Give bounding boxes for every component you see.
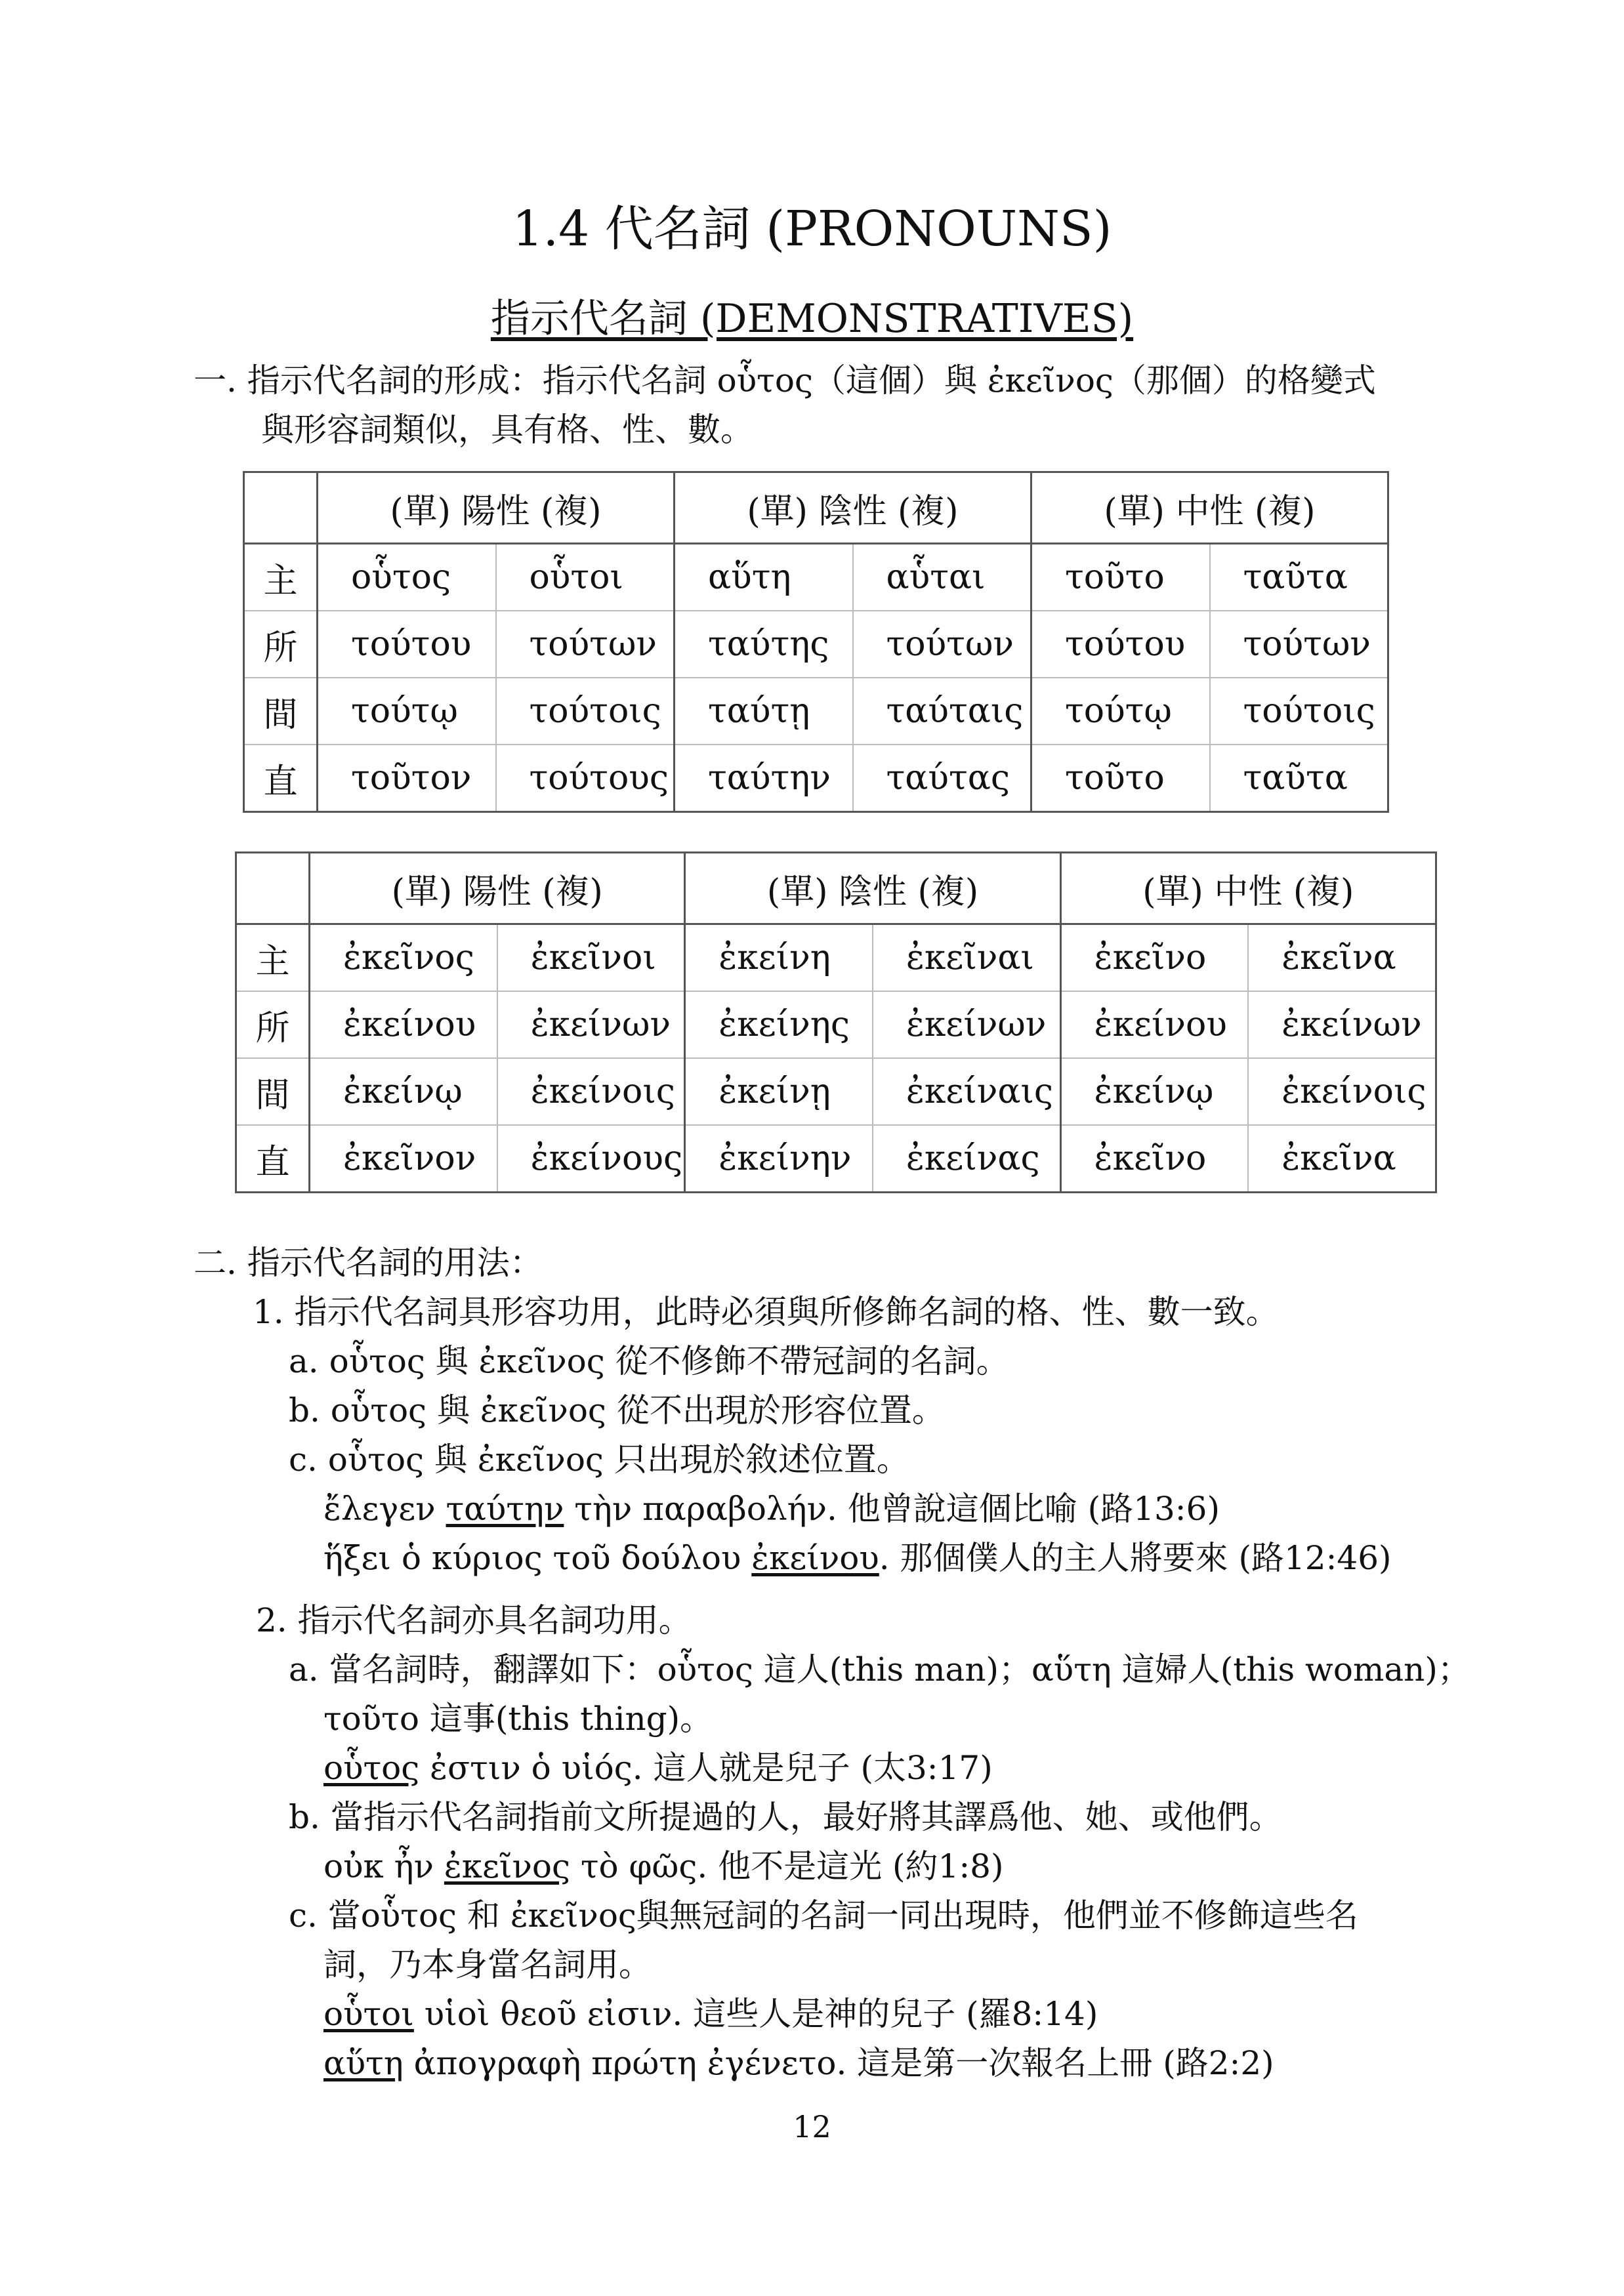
table-cell: ἐκείνων [497,991,685,1058]
table-cell: ἐκείνου [1060,991,1248,1058]
table-cell: ταύτην [675,745,853,812]
header-neuter: (單) 中性 (複) [1060,853,1436,924]
header-corner [244,472,318,544]
example-underlined: οὗτος [323,1749,420,1787]
example-text: τὴν παραβολήν. 他曾說這個比喻 (路13:6) [564,1490,1220,1528]
case-label: 間 [236,1058,310,1125]
example-underlined: οὗτοι [323,1995,414,2033]
table-cell: ἐκείνῃ [685,1058,873,1125]
declension-table-ekeinos [235,851,1437,1193]
case-label: 主 [244,544,318,611]
example-underlined: ἐκεῖνος [444,1847,570,1885]
table-cell: τούτους [496,745,675,812]
example-text: οὐκ ἦν [323,1847,444,1885]
section2-heading: 二. 指示代名詞的用法： [194,1244,543,1282]
table-cell: ταῦτα [1210,544,1388,611]
example-matthew-3-17 [323,1745,993,1791]
table-cell: ἐκείνῳ [310,1058,497,1125]
table-cell: ἐκεῖνα [1248,1125,1436,1193]
page-number: 12 [793,2109,831,2144]
table-cell: ἐκείνης [685,991,873,1058]
case-label: 直 [236,1125,310,1193]
header-masculine: (單) 陽性 (複) [318,472,675,544]
usage-2: 2. 指示代名詞亦具名詞功用。 [256,1601,692,1639]
case-label: 間 [244,678,318,745]
table-cell: ἐκείνοις [1248,1058,1436,1125]
table-cell: αὕτη [675,544,853,611]
table-cell: ταύτης [675,611,853,678]
case-label: 直 [244,745,318,812]
usage-1: 1. 指示代名詞具形容功用，此時必須與所修飾名詞的格、性、數一致。 [253,1293,1279,1331]
table-cell: τούτῳ [1031,678,1210,745]
table-row [236,991,1436,1058]
example-underlined: ἐκείνου [751,1539,879,1577]
subtitle-text: 指示代名詞 (DEMONSTRATIVES) [490,296,1134,342]
example-text: . 那個僕人的主人將要來 (路12:46) [879,1539,1392,1577]
header-feminine: (單) 陰性 (複) [675,472,1031,544]
table-row [244,745,1388,812]
example-underlined: ταύτην [446,1490,564,1528]
example-luke-12-46 [323,1535,1392,1581]
table-cell: οὗτος [318,544,496,611]
table-cell: ἐκεῖνος [310,924,497,992]
example-text: υἱοὶ θεοῦ εἰσιν. 這些人是神的兒子 (羅8:14) [413,1995,1098,2033]
table-cell: ἐκεῖνον [310,1125,497,1193]
example-text: ἔλεγεν [323,1490,446,1528]
example-romans-8-14 [323,1991,1098,2037]
declension-table-houtos [243,471,1389,813]
table-header-row [236,853,1436,924]
table-cell: ἐκείνην [685,1125,873,1193]
example-text: τὸ φῶς. 他不是這光 (約1:8) [570,1847,1004,1885]
table-cell: τοῦτο [1031,544,1210,611]
usage-1a: a. οὗτος 與 ἐκεῖνος 從不修飾不帶冠詞的名詞。 [289,1342,1009,1380]
section-subtitle [0,287,1624,344]
table-cell: ταύτῃ [675,678,853,745]
table-row [244,678,1388,745]
table-row [244,611,1388,678]
table-cell: τούτου [318,611,496,678]
table-cell: ταῦτα [1210,745,1388,812]
example-john-1-8 [323,1843,1003,1889]
table-cell: ταύταις [853,678,1031,745]
example-text: ἐστιν ὁ υἱός. 這人就是兒子 (太3:17) [419,1749,993,1787]
table-header-row [244,472,1388,544]
table-cell: τούτων [1210,611,1388,678]
example-luke-2-2 [323,2040,1274,2086]
table-cell: ἐκεῖνα [1248,924,1436,992]
table-cell: ἐκείναις [873,1058,1060,1125]
header-neuter: (單) 中性 (複) [1031,472,1388,544]
case-label: 主 [236,924,310,992]
section1-line1: 一. 指示代名詞的形成：指示代名詞 οὗτος（這個）與 ἐκεῖνος（那個）的格變式 [194,361,1376,400]
table-cell: οὗτοι [496,544,675,611]
example-text: ἥξει ὁ κύριος τοῦ δούλου [323,1539,752,1577]
table-row [244,544,1388,611]
table-cell: ἐκεῖνοι [497,924,685,992]
usage-1b: b. οὗτος 與 ἐκεῖνος 從不出現於形容位置。 [289,1391,945,1429]
table-cell: τούτοις [1210,678,1388,745]
table-cell: τούτων [853,611,1031,678]
table-cell: τούτου [1031,611,1210,678]
table-cell: ἐκείνοις [497,1058,685,1125]
example-underlined: αὕτη [323,2044,404,2082]
table-cell: τοῦτον [318,745,496,812]
table-cell: ἐκεῖναι [873,924,1060,992]
table-cell: ἐκείνῳ [1060,1058,1248,1125]
usage-1c: c. οὗτος 與 ἐκεῖνος 只出現於敘述位置。 [289,1441,909,1479]
table-cell: ἐκείνων [873,991,1060,1058]
table-cell: αὗται [853,544,1031,611]
usage-2c-line1: c. 當οὗτος 和 ἐκεῖνος與無冠詞的名詞一同出現時，他們並不修飾這些名 [289,1896,1358,1935]
table-cell: ἐκείνη [685,924,873,992]
table-row [236,1058,1436,1125]
table-cell: ταύτας [853,745,1031,812]
table-cell: τούτοις [496,678,675,745]
table-cell: ἐκείνου [310,991,497,1058]
usage-2c-line2: 詞，乃本身當名詞用。 [323,1946,652,1984]
table-cell: ἐκείνους [497,1125,685,1193]
page-title: 1.4 代名詞 (PRONOUNS) [512,201,1112,257]
header-feminine: (單) 陰性 (複) [685,853,1060,924]
table-cell: ἐκείνων [1248,991,1436,1058]
table-cell: ἐκεῖνο [1060,1125,1248,1193]
case-label: 所 [236,991,310,1058]
table-cell: τούτων [496,611,675,678]
table-cell: ἐκεῖνο [1060,924,1248,992]
usage-2a-line2: τοῦτο 這事(this thing)。 [323,1700,713,1738]
section1-line2: 與形容詞類似，具有格、性、數。 [261,411,753,449]
example-luke-13-6 [323,1486,1220,1532]
table-cell: τούτῳ [318,678,496,745]
header-masculine: (單) 陽性 (複) [310,853,685,924]
table-row [236,1125,1436,1193]
table-cell: τοῦτο [1031,745,1210,812]
table-cell: ἐκείνας [873,1125,1060,1193]
table-row [236,924,1436,992]
case-label: 所 [244,611,318,678]
header-corner [236,853,310,924]
usage-2b: b. 當指示代名詞指前文所提過的人，最好將其譯爲他、她、或他們。 [289,1798,1282,1836]
example-text: ἀπογραφὴ πρώτη ἐγένετο. 這是第一次報名上冊 (路2:2) [403,2044,1274,2082]
usage-2a-line1: a. 當名詞時，翻譯如下：οὗτος 這人(this man)；αὕτη 這婦人(this woman)； [289,1650,1470,1689]
